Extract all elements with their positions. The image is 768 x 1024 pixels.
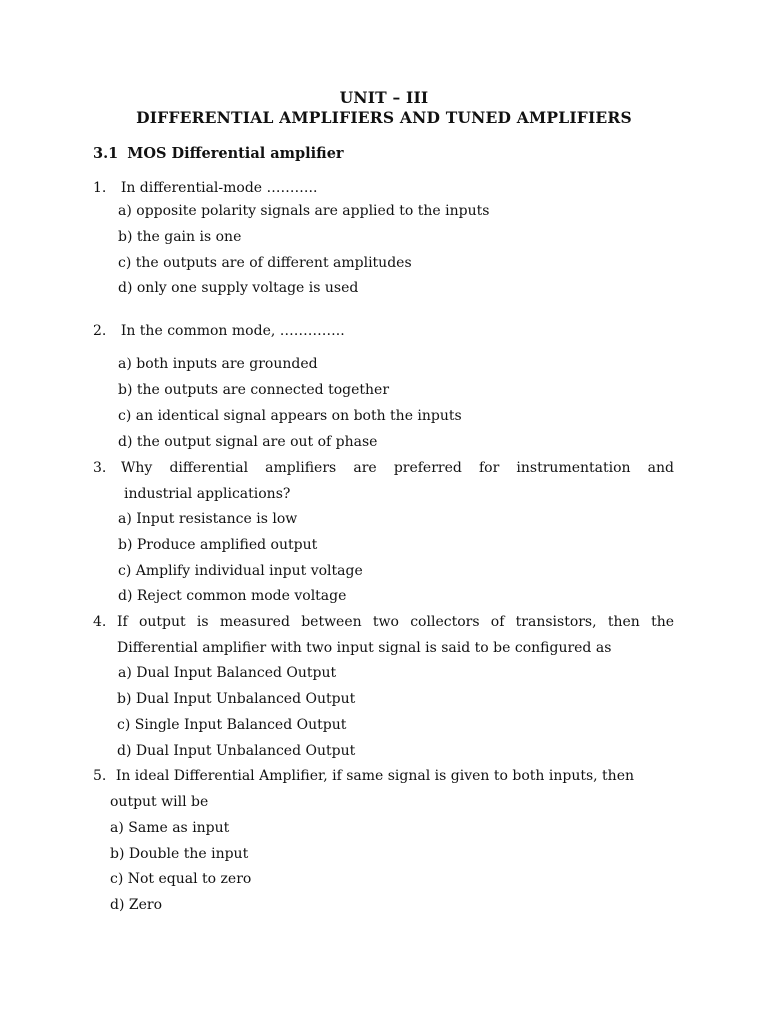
section-heading — [93, 145, 344, 162]
option-5c: c) Not equal to zero — [110, 871, 252, 887]
question-5 — [93, 767, 634, 785]
question-number: 5. — [93, 768, 107, 784]
option-5b: b) Double the input — [110, 846, 249, 862]
option-1b: b) the gain is one — [118, 229, 242, 245]
option-4a: a) Dual Input Balanced Output — [118, 665, 337, 681]
question-4-text-line1: If output is measured between two collectors of transistors, then the — [117, 614, 674, 630]
option-3d: d) Reject common mode voltage — [118, 588, 347, 604]
option-3a: a) Input resistance is low — [118, 511, 298, 527]
option-1c: c) the outputs are of different amplitudes — [118, 255, 412, 271]
section-number: 3.1 — [93, 145, 119, 162]
option-1a: a) opposite polarity signals are applied to the inputs — [118, 203, 490, 219]
option-4d: d) Dual Input Unbalanced Output — [117, 743, 356, 759]
question-1 — [93, 179, 317, 197]
option-2c: c) an identical signal appears on both the inputs — [118, 408, 462, 424]
option-5a: a) Same as input — [110, 820, 230, 836]
question-3-text-line2: industrial applications? — [124, 486, 291, 502]
unit-heading: UNIT – III — [339, 88, 429, 107]
option-5d: d) Zero — [110, 897, 163, 913]
option-3b: b) Produce amplified output — [118, 537, 318, 553]
question-text: In the common mode, ………….. — [120, 323, 345, 339]
question-text-line1: In ideal Differential Amplifier, if same signal is given to both inputs, then — [115, 768, 634, 784]
option-2d: d) the output signal are out of phase — [118, 434, 378, 450]
question-text: In differential-mode ……….. — [120, 180, 318, 196]
question-2 — [93, 322, 345, 340]
question-4-text-line2: Differential amplifier with two input signal is said to be configured as — [117, 640, 612, 656]
question-5-text-line2: output will be — [110, 794, 209, 810]
question-number: 1. — [93, 180, 107, 196]
page-title: DIFFERENTIAL AMPLIFIERS AND TUNED AMPLIFIERS — [136, 108, 632, 127]
option-1d: d) only one supply voltage is used — [118, 280, 359, 296]
option-3c: c) Amplify individual input voltage — [118, 563, 363, 579]
question-3-text-line1: Why differential amplifiers are preferred for instrumentation and — [121, 460, 674, 476]
option-2b: b) the outputs are connected together — [118, 382, 390, 398]
question-3-number: 3. — [93, 460, 107, 476]
option-4c: c) Single Input Balanced Output — [117, 717, 347, 733]
question-4-number: 4. — [93, 614, 107, 630]
option-4b: b) Dual Input Unbalanced Output — [117, 691, 356, 707]
option-2a: a) both inputs are grounded — [118, 356, 318, 372]
section-title: MOS Differential amplifier — [127, 145, 344, 162]
question-number: 2. — [93, 323, 107, 339]
